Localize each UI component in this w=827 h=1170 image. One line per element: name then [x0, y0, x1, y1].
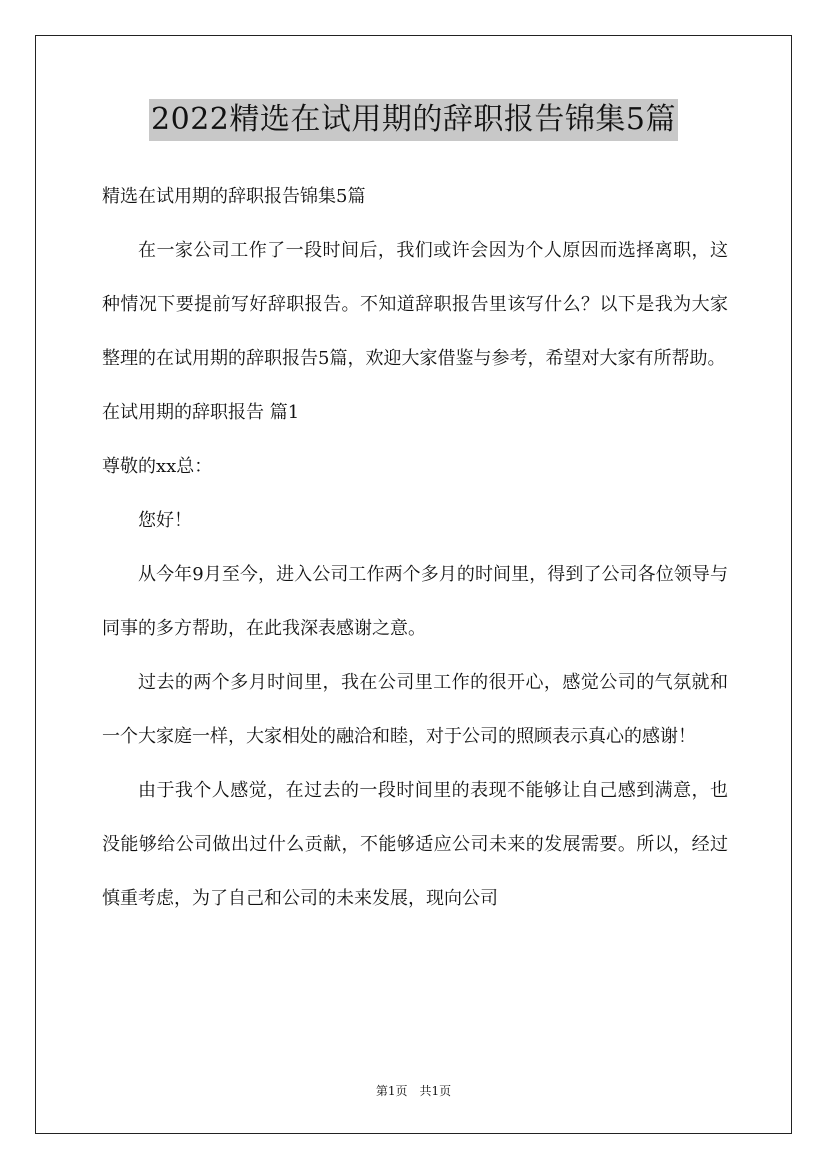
body-paragraph: 由于我个人感觉，在过去的一段时间里的表现不能够让自己感到满意，也没能够给公司做出过什么贡献，不能够适应公司未来的发展需要。所以，经过慎重考虑，为了自己和公司的未来发展，现向公司: [102, 780, 728, 909]
intro-paragraph: 在一家公司工作了一段时间后，我们或许会因为个人原因而选择离职，这种情况下要提前写好辞职报告。不知道辞职报告里该写什么？以下是我为大家整理的在试用期的辞职报告5篇，欢迎大家借鉴与参考，希望对大家有所帮助。: [102, 240, 728, 369]
document-body: [102, 170, 728, 926]
body-paragraph: 从今年9月至今，进入公司工作两个多月的时间里，得到了公司各位领导与同事的多方帮助，在此我深表感谢之意。: [102, 564, 728, 639]
section-heading: 在试用期的辞职报告 篇1: [102, 402, 300, 423]
subtitle-paragraph: 精选在试用期的辞职报告锦集5篇: [102, 186, 366, 207]
document-title: 2022精选在试用期的辞职报告锦集5篇: [149, 99, 678, 141]
body-paragraph: 过去的两个多月时间里，我在公司里工作的很开心，感觉公司的气氛就和一个大家庭一样，大家相处的融洽和睦，对于公司的照顾表示真心的感谢！: [102, 672, 728, 747]
salutation: 尊敬的xx总：: [102, 456, 213, 477]
greeting: 您好！: [138, 510, 192, 531]
page-number-footer: 第1页 共1页: [375, 1084, 452, 1098]
title-container: [0, 99, 827, 141]
